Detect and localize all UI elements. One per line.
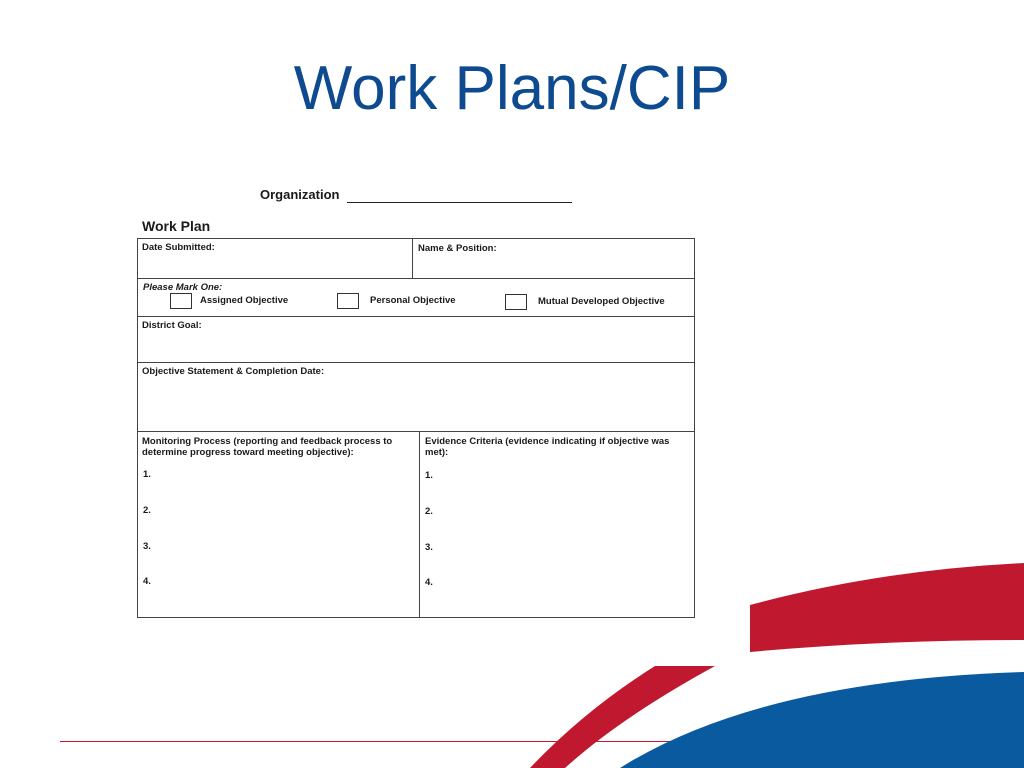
work-plan-form bbox=[137, 238, 695, 618]
monitoring-item-3-number: 3. bbox=[143, 541, 151, 552]
form-row-mark-one bbox=[138, 279, 694, 317]
evidence-criteria-cell bbox=[420, 432, 694, 617]
date-submitted-cell bbox=[138, 239, 413, 278]
swoosh-red-band bbox=[750, 563, 1024, 652]
monitoring-process-cell bbox=[138, 432, 420, 617]
swoosh-blue-band bbox=[620, 672, 1024, 768]
evidence-item-2-number: 2. bbox=[425, 506, 433, 517]
form-row-date-name bbox=[138, 239, 694, 279]
name-position-label: Name & Position: bbox=[418, 243, 497, 254]
date-submitted-label: Date Submitted: bbox=[142, 242, 215, 253]
footer-rule bbox=[60, 741, 680, 742]
slide-title: Work Plans/CIP bbox=[293, 54, 731, 123]
monitoring-item-1-number: 1. bbox=[143, 469, 151, 480]
mutual-developed-objective-label: Mutual Developed Objective bbox=[538, 296, 665, 307]
mark-one-label: Please Mark One: bbox=[143, 282, 223, 293]
form-row-monitoring-evidence bbox=[138, 432, 694, 617]
evidence-item-3-number: 3. bbox=[425, 542, 433, 553]
mutual-developed-objective-checkbox bbox=[505, 294, 527, 310]
monitoring-item-2-number: 2. bbox=[143, 505, 151, 516]
evidence-criteria-heading: Evidence Criteria (evidence indicating if objective was met): bbox=[425, 436, 670, 458]
evidence-item-1-number: 1. bbox=[425, 470, 433, 481]
form-row-objective-statement bbox=[138, 363, 694, 432]
name-position-cell bbox=[413, 239, 694, 278]
form-row-district-goal bbox=[138, 317, 694, 363]
personal-objective-checkbox bbox=[337, 293, 359, 309]
assigned-objective-label: Assigned Objective bbox=[200, 295, 289, 306]
organization-label: Organization bbox=[260, 187, 340, 202]
monitoring-process-heading: Monitoring Process (reporting and feedback process to determine progress toward meeting objective): bbox=[142, 436, 393, 458]
personal-objective-label: Personal Objective bbox=[370, 295, 456, 306]
monitoring-item-4-number: 4. bbox=[143, 576, 151, 587]
organization-underline bbox=[347, 202, 572, 203]
swoosh-red-diagonal bbox=[530, 666, 715, 768]
district-goal-label: District Goal: bbox=[142, 320, 202, 331]
objective-statement-label: Objective Statement & Completion Date: bbox=[142, 366, 325, 377]
assigned-objective-checkbox bbox=[170, 293, 192, 309]
evidence-item-4-number: 4. bbox=[425, 577, 433, 588]
work-plan-heading: Work Plan bbox=[142, 218, 211, 234]
